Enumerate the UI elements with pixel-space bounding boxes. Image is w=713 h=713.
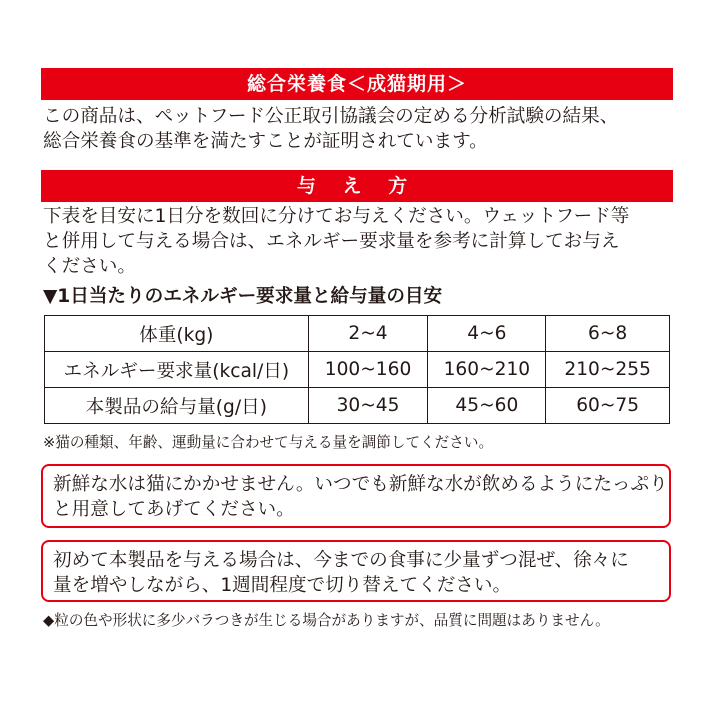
table-row <box>45 388 670 424</box>
table-cell: 6~8 <box>546 316 670 352</box>
row-label-energy: エネルギー要求量(kcal/日) <box>45 352 309 388</box>
nutrition-statement <box>43 104 679 154</box>
notice-line: 初めて本製品を与える場合は、今までの食事に少量ずつ混ぜ、徐々に <box>53 550 629 571</box>
feeding-table <box>44 315 670 424</box>
notice-line: と用意してあげてください。 <box>53 499 295 520</box>
nutrition-banner: 総合栄養食＜成猫期用＞ <box>41 68 673 100</box>
transition-notice <box>41 540 671 602</box>
table-cell: 45~60 <box>428 388 546 424</box>
table-cell: 4~6 <box>428 316 546 352</box>
kibble-footnote: ◆粒の色や形状に多少バラつきが生じる場合がありますが、品質に問題はありません。 <box>43 612 610 629</box>
table-row <box>45 316 670 352</box>
water-notice <box>41 464 671 528</box>
nutrition-line: この商品は、ペットフード公正取引協議会の定める分析試験の結果、 <box>43 106 619 127</box>
feeding-table-heading: ▼1日当たりのエネルギー要求量と給与量の目安 <box>43 286 443 307</box>
nutrition-line: 総合栄養食の基準を満たすことが証明されています。 <box>43 131 488 152</box>
feeding-line: ください。 <box>43 256 136 277</box>
row-label-weight: 体重(kg) <box>45 316 309 352</box>
row-label-feeding-amount: 本製品の給与量(g/日) <box>45 388 309 424</box>
table-cell: 210~255 <box>546 352 670 388</box>
table-cell: 160~210 <box>428 352 546 388</box>
feeding-line: と併用して与える場合は、エネルギー要求量を参考に計算してお与え <box>43 231 620 252</box>
notice-line: 新鮮な水は猫にかかせません。いつでも新鮮な水が飲めるようにたっぷり <box>53 474 668 495</box>
table-note: ※猫の種類、年齢、運動量に合わせて与える量を調節してください。 <box>43 434 494 451</box>
table-cell: 60~75 <box>546 388 670 424</box>
feeding-instructions <box>43 204 679 279</box>
feeding-banner: 与 え 方 <box>41 170 673 202</box>
table-row <box>45 352 670 388</box>
feeding-line: 下表を目安に1日分を数回に分けてお与えください。ウェットフード等 <box>43 206 630 227</box>
table-cell: 100~160 <box>308 352 428 388</box>
table-cell: 2~4 <box>308 316 428 352</box>
notice-line: 量を増やしながら、1週間程度で切り替えてください。 <box>53 575 512 596</box>
table-cell: 30~45 <box>308 388 428 424</box>
